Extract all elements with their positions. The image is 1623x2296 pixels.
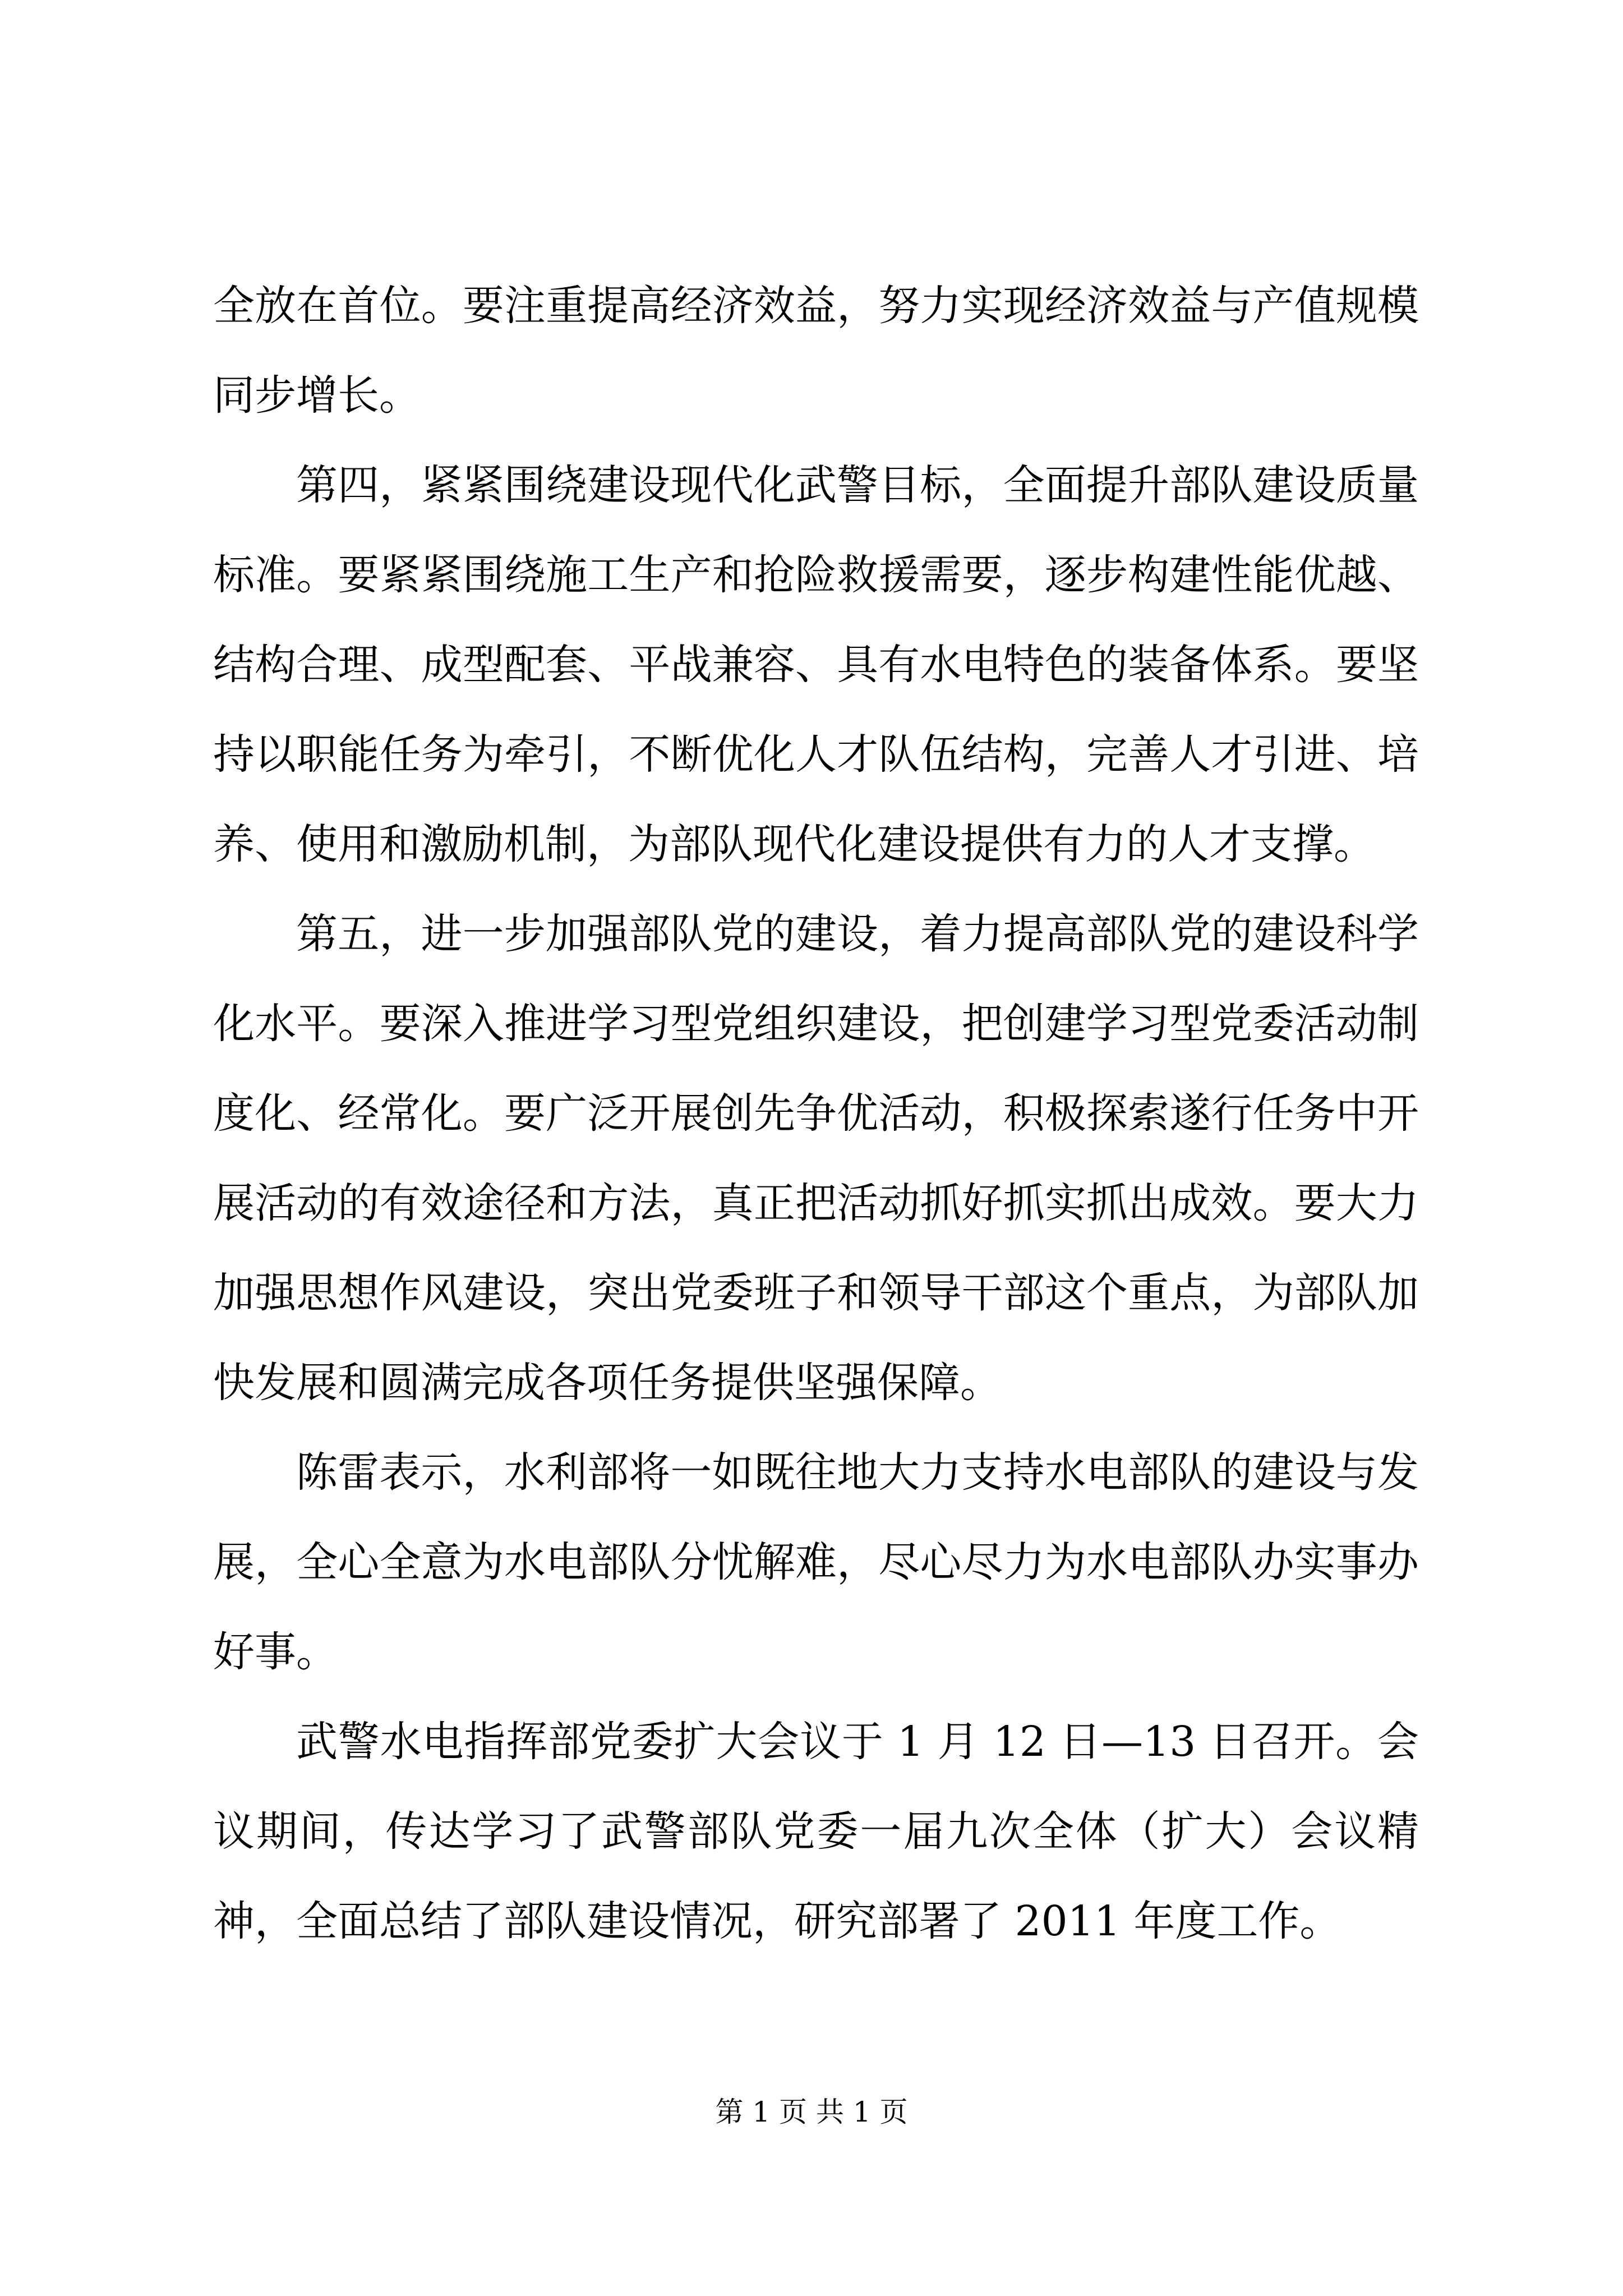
page-number-footer: 第 1 页 共 1 页 <box>715 2096 908 2128</box>
paragraph-3: 第五，进一步加强部队党的建设，着力提高部队党的建设科学化水平。要深入推进学习型党组织建设，把创建学习型党委活动制度化、经常化。要广泛开展创先争优活动，积极探索遂行任务中开展活动的有效途径和方法，真正把活动抓好抓实抓出成效。要大力加强思想作风建设，突出党委班子和领导干部这个重点，为部队加快发展和圆满完成各项任务提供坚强保障。 <box>213 910 1419 1407</box>
document-body <box>213 261 1419 1966</box>
paragraph-5: 武警水电指挥部党委扩大会议于 1 月 12 日—13 日召开。会议期间，传达学习了武警部队党委一届九次全体（扩大）会议精神，全面总结了部队建设情况，研究部署了 2011 年度工作。 <box>213 1718 1419 1945</box>
paragraph-2: 第四，紧紧围绕建设现代化武警目标，全面提升部队建设质量标准。要紧紧围绕施工生产和抢险救援需要，逐步构建性能优越、结构合理、成型配套、平战兼容、具有水电特色的装备体系。要坚持以职能任务为牵引，不断优化人才队伍结构，完善人才引进、培养、使用和激励机制，为部队现代化建设提供有力的人才支撑。 <box>213 461 1419 868</box>
paragraph-4: 陈雷表示，水利部将一如既往地大力支持水电部队的建设与发展，全心全意为水电部队分忧解难，尽心尽力为水电部队办实事办好事。 <box>213 1448 1419 1676</box>
paragraph-1: 全放在首位。要注重提高经济效益，努力实现经济效益与产值规模同步增长。 <box>213 282 1419 420</box>
